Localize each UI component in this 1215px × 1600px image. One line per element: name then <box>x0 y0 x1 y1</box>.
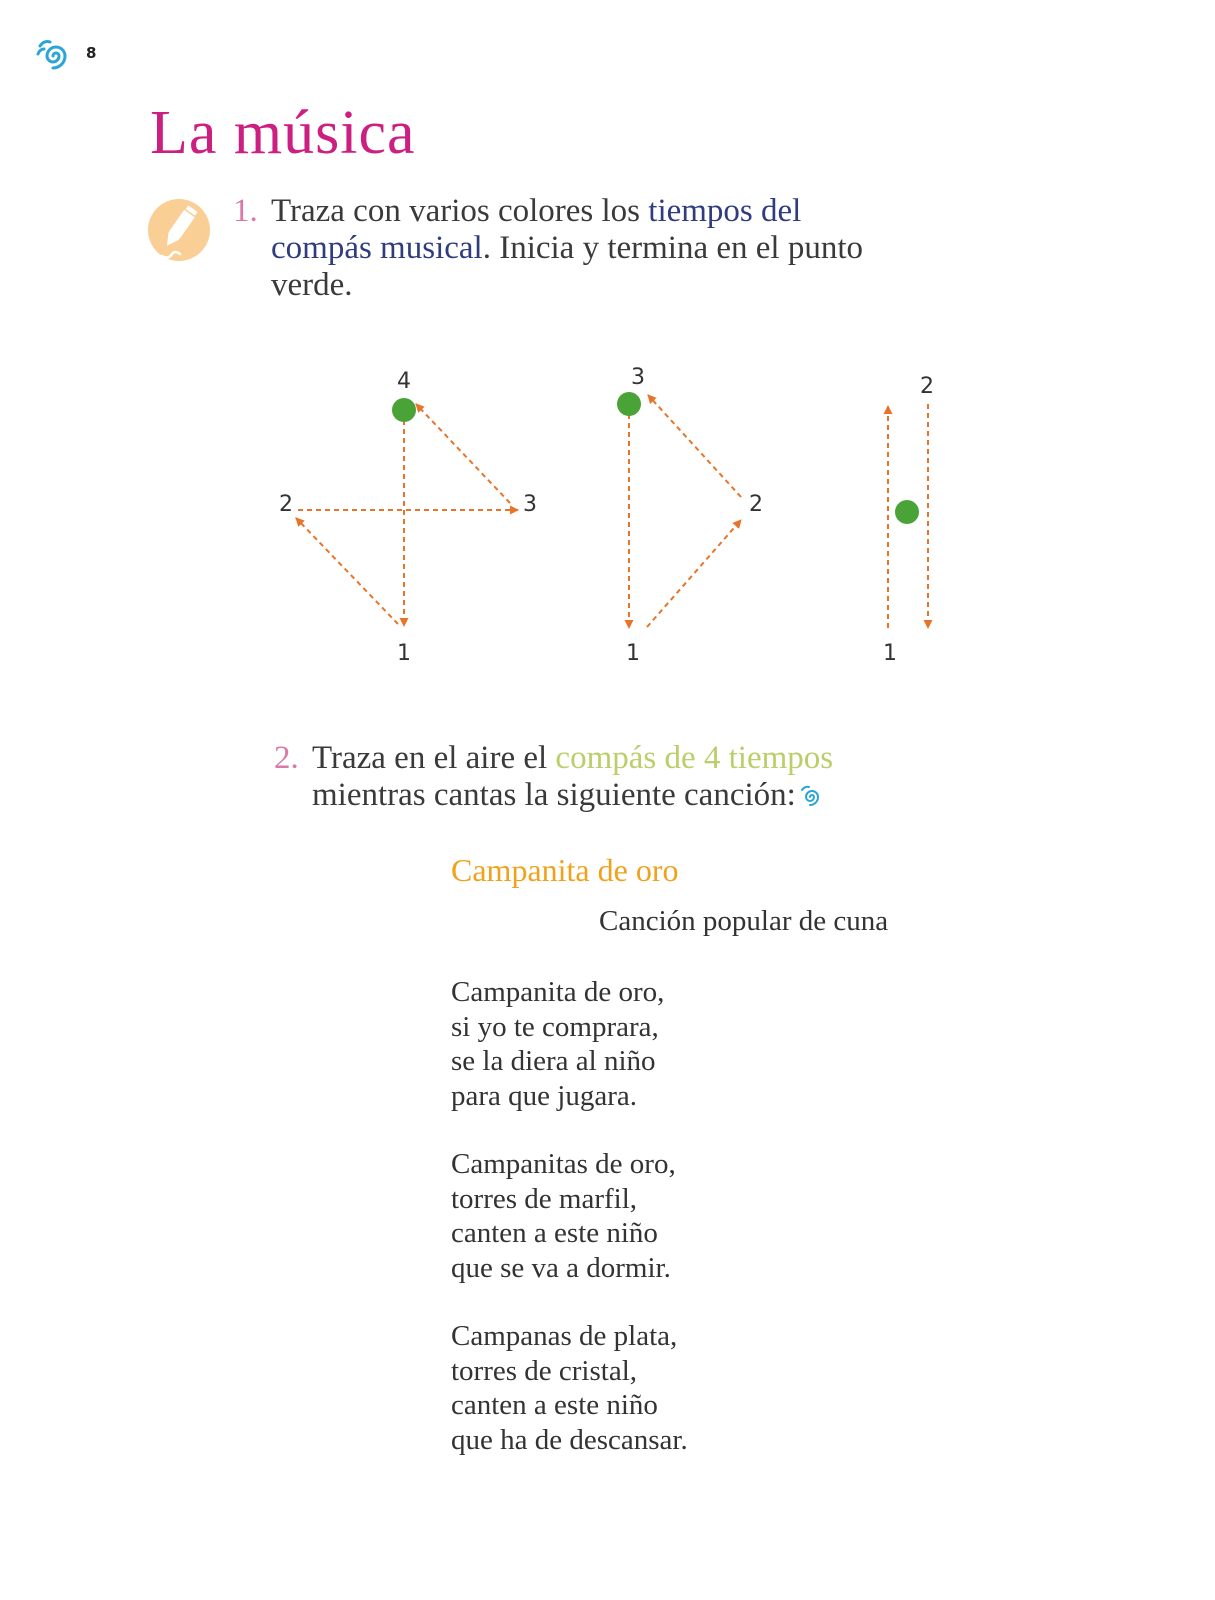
exercise-2-text-a: Traza en el aire el <box>312 740 556 776</box>
lyric-line: se la diera al niño <box>451 1045 656 1077</box>
page-title: La música <box>150 99 416 167</box>
song-subtitle: Canción popular de cuna <box>599 905 889 937</box>
stanza-1 <box>451 975 664 1113</box>
arrow-path <box>647 520 741 627</box>
lyric-line: para que jugara. <box>451 1079 637 1112</box>
audio-snail-icon <box>800 784 824 808</box>
lyric-line: Campanita de oro, <box>451 976 665 1008</box>
start-dot <box>392 398 416 422</box>
beat-label-1: 1 <box>883 641 897 666</box>
lyric-line: Campanitas de oro, <box>451 1148 676 1180</box>
lyric-line: torres de marfil, <box>451 1182 638 1215</box>
exercise-2-instruction <box>312 740 932 814</box>
exercise-2-number: 2. <box>274 740 299 776</box>
stanza-3 <box>451 1319 688 1457</box>
lyric-line: que se va a dormir. <box>451 1251 671 1284</box>
exercise-1-text-b: . Inicia y termina en el punto verde. <box>271 230 863 303</box>
lyric-line: canten a este niño <box>451 1389 658 1421</box>
beat-label-2: 2 <box>749 492 763 517</box>
start-dot <box>617 392 641 416</box>
arrow-path <box>416 404 510 503</box>
beat-label-2: 2 <box>920 374 934 399</box>
exercise-2-text-b: mientras cantas la siguiente canción: <box>312 777 796 813</box>
conducting-diagrams <box>0 0 1215 720</box>
beat-label-1: 1 <box>626 641 640 666</box>
stanza-2 <box>451 1147 676 1285</box>
exercise-1-highlight: tiempos del compás musical <box>271 193 802 266</box>
beat-label-1: 1 <box>397 641 411 666</box>
exercise-2-highlight: compás de 4 tiempos <box>555 740 834 776</box>
arrow-path <box>296 518 398 624</box>
beat-label-3: 3 <box>631 365 645 390</box>
exercise-2 <box>274 740 932 814</box>
beat-label-3: 3 <box>523 492 537 517</box>
lyric-line: canten a este niño <box>451 1217 658 1249</box>
exercise-1-number: 1. <box>233 193 258 229</box>
beat-label-4: 4 <box>397 369 411 394</box>
lyric-line: torres de cristal, <box>451 1354 638 1387</box>
song-title: Campanita de oro <box>451 852 679 888</box>
arrow-path <box>648 395 741 497</box>
exercise-1-text-a: Traza con varios colores los <box>271 193 649 229</box>
lyric-line: Campanas de plata, <box>451 1320 678 1352</box>
lyric-line: si yo te comprara, <box>451 1010 659 1043</box>
start-dot <box>895 500 919 524</box>
page-number: 8 <box>86 44 97 62</box>
beat-label-2: 2 <box>279 492 293 517</box>
lyric-line: que ha de descansar. <box>451 1423 688 1456</box>
